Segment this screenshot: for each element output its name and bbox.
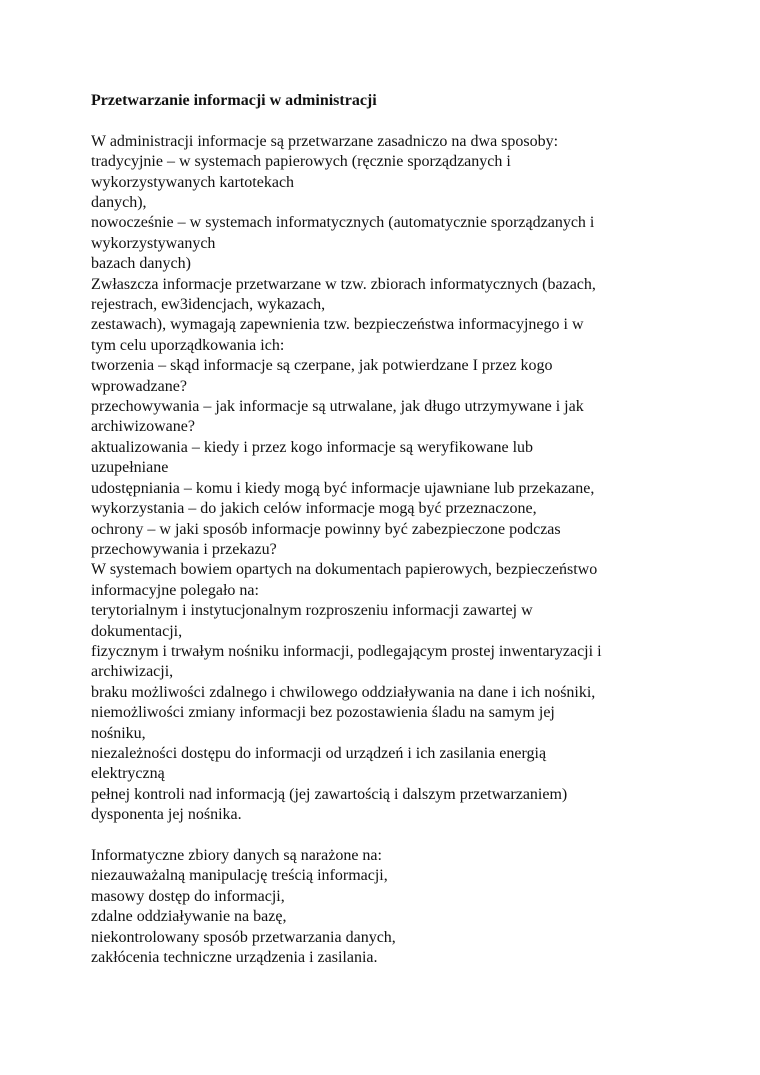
text-line: pełnej kontroli nad informacją (jej zawartością i dalszym przetwarzaniem) xyxy=(91,785,568,803)
text-line: rejestrach, ew3idencjach, wykazach, xyxy=(91,296,326,314)
text-line: dokumentacji, xyxy=(91,622,183,640)
document-title: Przetwarzanie informacji w administracji xyxy=(91,92,377,109)
text-line: zestawach), wymagają zapewnienia tzw. bezpieczeństwa informacyjnego i w xyxy=(91,316,584,334)
text-line: W systemach bowiem opartych na dokumentach papierowych, bezpieczeństwo xyxy=(91,561,598,579)
text-line: tworzenia – skąd informacje są czerpane, jak potwierdzane I przez kogo xyxy=(91,357,553,375)
text-line: Zwłaszcza informacje przetwarzane w tzw. zbiorach informatycznych (bazach, xyxy=(91,275,596,293)
text-line: zdalne oddziaływanie na bazę, xyxy=(91,908,287,926)
text-line: tradycyjnie – w systemach papierowych (ręcznie sporządzanych i xyxy=(91,153,511,171)
text-line: Informatyczne zbiory danych są narażone na: xyxy=(91,846,382,864)
section-main-text xyxy=(91,132,671,826)
text-line: terytorialnym i instytucjonalnym rozproszeniu informacji zawartej w xyxy=(91,602,533,620)
text-line: przechowywania i przekazu? xyxy=(91,540,277,558)
spacer xyxy=(91,826,671,846)
text-line: masowy dostęp do informacji, xyxy=(91,887,285,905)
text-line: W administracji informacje są przetwarzane zasadniczo na dwa sposoby: xyxy=(91,132,559,150)
text-line: dysponenta jej nośnika. xyxy=(91,806,242,824)
text-line: aktualizowania – kiedy i przez kogo informacje są weryfikowane lub xyxy=(91,438,534,456)
text-line: udostępniania – komu i kiedy mogą być informacje ujawniane lub przekazane, xyxy=(91,479,595,497)
document-page xyxy=(91,91,671,968)
text-line: wykorzystywanych xyxy=(91,234,216,252)
text-line: fizycznym i trwałym nośniku informacji, podlegającym prostej inwentaryzacji i xyxy=(91,642,602,660)
text-line: zakłócenia techniczne urządzenia i zasilania. xyxy=(91,949,378,967)
text-line: nośniku, xyxy=(91,724,146,742)
text-line: niemożliwości zmiany informacji bez pozostawienia śladu na samym jej xyxy=(91,704,555,722)
text-line: niezauważalną manipulację treścią informacji, xyxy=(91,867,388,885)
text-line: nowocześnie – w systemach informatycznych (automatycznie sporządzanych i xyxy=(91,214,595,232)
text-line: elektryczną xyxy=(91,765,165,783)
text-line: uzupełniane xyxy=(91,459,169,477)
text-line: niezależności dostępu do informacji od urządzeń i ich zasilania energią xyxy=(91,744,547,762)
text-line: wprowadzane? xyxy=(91,377,187,395)
text-line: wykorzystania – do jakich celów informacje mogą być przeznaczone, xyxy=(91,500,537,518)
text-line: wykorzystywanych kartotekach xyxy=(91,173,295,191)
text-line: archiwizowane? xyxy=(91,418,195,436)
text-line: przechowywania – jak informacje są utrwalane, jak długo utrzymywane i jak xyxy=(91,398,584,416)
text-line: bazach danych) xyxy=(91,255,191,273)
spacer xyxy=(91,111,671,131)
text-line: informacyjne polegało na: xyxy=(91,581,259,599)
text-line: tym celu uporządkowania ich: xyxy=(91,336,285,354)
section-threats xyxy=(91,846,671,968)
text-line: archiwizacji, xyxy=(91,663,174,681)
text-line: ochrony – w jaki sposób informacje powinny być zabezpieczone podczas xyxy=(91,520,561,538)
text-line: niekontrolowany sposób przetwarzania danych, xyxy=(91,928,396,946)
text-line: braku możliwości zdalnego i chwilowego oddziaływania na dane i ich nośniki, xyxy=(91,683,596,701)
text-line: danych), xyxy=(91,194,147,211)
